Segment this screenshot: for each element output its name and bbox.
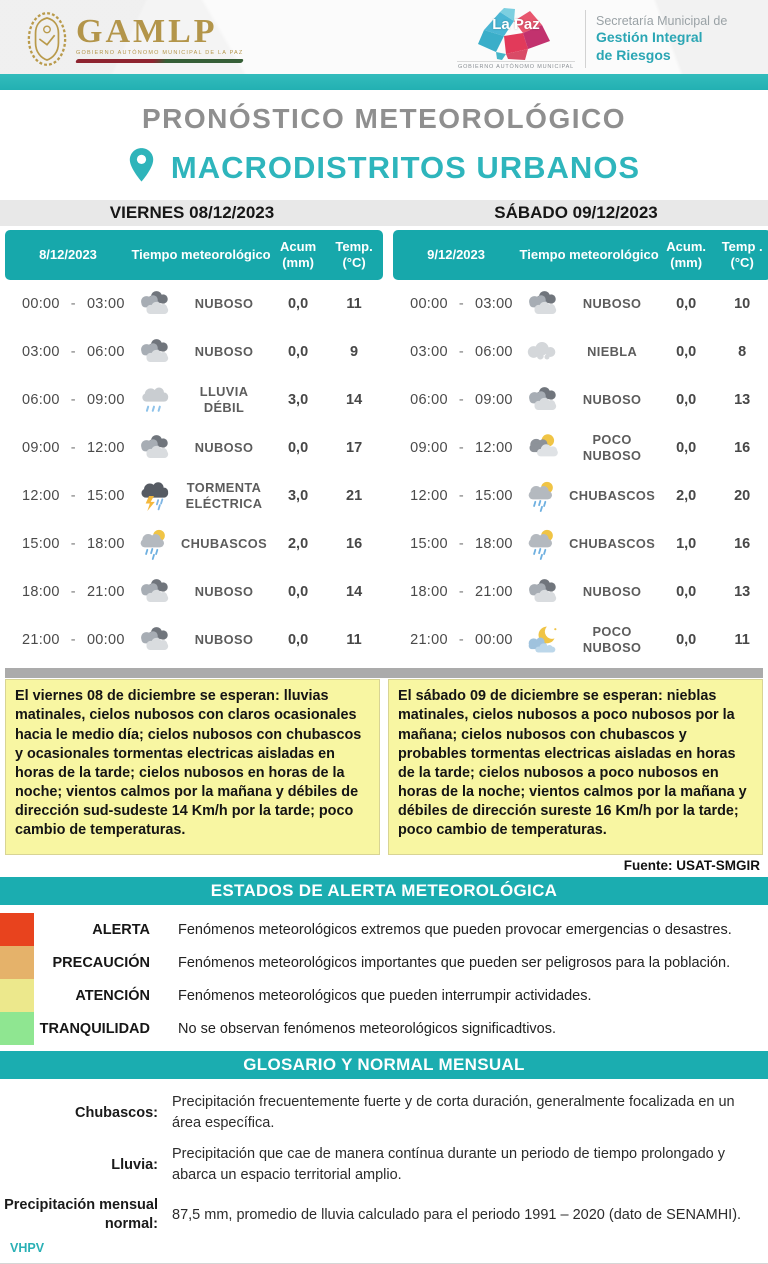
header-accent-bar xyxy=(0,74,768,90)
acum-value: 0,0 xyxy=(676,584,697,601)
column-acum: Acum (mm) xyxy=(280,239,317,271)
alerts-table xyxy=(0,907,768,1049)
time-range: 00:00 - 03:00 xyxy=(22,296,125,313)
acum-value: 2,0 xyxy=(287,536,309,553)
gamlp-ribbon xyxy=(75,59,244,63)
forecast-row xyxy=(393,520,768,568)
author-initials: VHPV xyxy=(10,1241,45,1255)
time-range: 12:00 - 15:00 xyxy=(22,488,125,505)
forecast-row xyxy=(393,616,768,664)
temp-value: 10 xyxy=(734,296,751,313)
alert-row xyxy=(0,946,763,979)
lapaz-wordmark: La Paz xyxy=(492,16,540,33)
forecast-row xyxy=(5,280,383,328)
clouds-icon xyxy=(519,575,565,609)
alert-label: TRANQUILIDAD xyxy=(39,1020,150,1037)
secretaria-line1: Secretaría Municipal de xyxy=(596,13,728,28)
acum-value: 0,0 xyxy=(676,392,697,409)
acum-value: 0,0 xyxy=(676,296,697,313)
moon-cloud-icon xyxy=(519,623,565,657)
glossary-term: Lluvia: xyxy=(111,1156,158,1173)
location-pin-icon xyxy=(128,147,155,188)
condition-label: NUBOSO xyxy=(194,344,254,360)
forecast-row xyxy=(5,520,383,568)
alert-row xyxy=(0,979,763,1012)
alert-color-swatch xyxy=(0,1012,34,1045)
condition-label: POCO NUBOSO xyxy=(582,432,642,464)
alerts-heading: ESTADOS DE ALERTA METEOROLÓGICA xyxy=(0,877,768,905)
condition-label: NUBOSO xyxy=(582,296,642,312)
condition-label: NIEBLA xyxy=(587,344,638,360)
lapaz-logo xyxy=(457,8,575,70)
temp-value: 16 xyxy=(734,440,751,457)
sun-cloud-icon xyxy=(519,431,565,465)
acum-value: 0,0 xyxy=(676,344,697,361)
alert-row xyxy=(0,913,763,946)
gamlp-crest-icon xyxy=(26,10,68,68)
secretaria-text xyxy=(596,14,750,65)
acum-value: 0,0 xyxy=(287,296,309,313)
condition-label: CHUBASCOS xyxy=(569,488,656,504)
forecast-row xyxy=(393,328,768,376)
summary-friday: El viernes 08 de diciembre se esperan: lluvias matinales, cielos nubosos con claros ocasionales hacia le medio día; cielos nubosos con chubascos y ocasionales tormentas electricas aisladas en horas de la tarde; cielos nubosos en horas de la noche; vientos calmos por la mañana y débiles de dirección sud-sudeste 14 Km/h por la tarde; poco cambio de temperaturas. xyxy=(5,679,380,855)
lapaz-subtitle: GOBIERNO AUTÓNOMO MUNICIPAL xyxy=(457,61,575,70)
clouds-icon xyxy=(519,383,565,417)
summaries xyxy=(0,678,768,855)
rain-icon xyxy=(131,383,177,417)
table-header-row xyxy=(393,230,768,280)
day-label-saturday: SÁBADO 09/12/2023 xyxy=(494,202,658,222)
forecast-row xyxy=(393,280,768,328)
page-subtitle: MACRODISTRITOS URBANOS xyxy=(170,149,641,185)
sun-rain-icon xyxy=(519,479,565,513)
temp-value: 21 xyxy=(346,488,363,505)
secretaria-line3: de Riesgos xyxy=(596,46,671,63)
glossary-table xyxy=(0,1081,768,1239)
sun-rain-icon xyxy=(131,527,177,561)
column-weather: Tiempo meteorológico xyxy=(131,247,271,263)
condition-label: LLUVIA DÉBIL xyxy=(199,384,249,416)
temp-value: 13 xyxy=(734,584,751,601)
temp-value: 11 xyxy=(734,632,750,649)
time-range: 03:00 - 06:00 xyxy=(22,344,125,361)
forecast-row xyxy=(5,472,383,520)
glossary-term: Precipitación mensual normal: xyxy=(4,1197,158,1233)
alert-label: PRECAUCIÓN xyxy=(52,954,150,971)
condition-label: TORMENTA ELÉCTRICA xyxy=(185,480,263,512)
temp-value: 9 xyxy=(350,344,359,361)
clouds-icon xyxy=(131,335,177,369)
acum-value: 0,0 xyxy=(287,584,309,601)
condition-label: CHUBASCOS xyxy=(569,536,656,552)
secretaria-line2: Gestión Integral xyxy=(596,29,703,46)
forecast-row xyxy=(5,568,383,616)
forecast-row xyxy=(5,424,383,472)
temp-value: 11 xyxy=(346,296,362,313)
time-range: 21:00 - 00:00 xyxy=(22,632,125,649)
time-range: 03:00 - 06:00 xyxy=(410,344,513,361)
glossary-definition: 87,5 mm, promedio de lluvia calculado para el periodo 1991 – 2020 (dato de SENAMHI). xyxy=(172,1206,742,1223)
column-weather: Tiempo meteorológico xyxy=(519,247,659,263)
time-range: 18:00 - 21:00 xyxy=(410,584,513,601)
condition-label: NUBOSO xyxy=(194,632,254,648)
forecast-row xyxy=(393,472,768,520)
gamlp-acronym: GAMLP xyxy=(76,13,218,51)
glossary-row xyxy=(0,1191,760,1239)
condition-label: CHUBASCOS xyxy=(181,536,268,552)
alert-color-swatch xyxy=(0,913,34,946)
temp-value: 14 xyxy=(346,584,363,601)
lapaz-logo-block xyxy=(457,4,750,74)
time-range: 06:00 - 09:00 xyxy=(22,392,125,409)
forecast-row xyxy=(393,424,768,472)
time-range: 00:00 - 03:00 xyxy=(410,296,513,313)
temp-value: 16 xyxy=(734,536,751,553)
acum-value: 1,0 xyxy=(676,536,697,553)
alert-description: Fenómenos meteorológicos que pueden interrumpir actividades. xyxy=(178,987,592,1004)
forecast-tables xyxy=(0,226,768,664)
temp-value: 20 xyxy=(734,488,751,505)
column-date: 9/12/2023 xyxy=(427,247,485,263)
clouds-icon xyxy=(131,287,177,321)
condition-label: NUBOSO xyxy=(582,584,642,600)
condition-label: NUBOSO xyxy=(194,584,254,600)
glossary-definition: Precipitación frecuentemente fuerte y de corta duración, generalmente focalizada en un área específica. xyxy=(172,1094,735,1132)
temp-value: 14 xyxy=(346,392,363,409)
clouds-icon xyxy=(131,575,177,609)
acum-value: 0,0 xyxy=(287,632,309,649)
time-range: 21:00 - 00:00 xyxy=(410,632,513,649)
separator-bar xyxy=(5,668,763,678)
table-header-row xyxy=(5,230,383,280)
acum-value: 3,0 xyxy=(287,488,309,505)
temp-value: 17 xyxy=(346,440,363,457)
alert-color-swatch xyxy=(0,946,34,979)
forecast-table-saturday xyxy=(393,230,768,664)
time-range: 06:00 - 09:00 xyxy=(410,392,513,409)
forecast-row xyxy=(393,568,768,616)
glossary-heading: GLOSARIO Y NORMAL MENSUAL xyxy=(0,1051,768,1079)
acum-value: 0,0 xyxy=(676,632,697,649)
condition-label: POCO NUBOSO xyxy=(582,624,642,656)
forecast-row xyxy=(5,376,383,424)
time-range: 12:00 - 15:00 xyxy=(410,488,513,505)
column-date: 8/12/2023 xyxy=(39,247,97,263)
clouds-icon xyxy=(131,623,177,657)
alert-description: Fenómenos meteorológicos extremos que pueden provocar emergencias o desastres. xyxy=(178,921,732,938)
column-acum: Acum. (mm) xyxy=(666,239,707,271)
summary-saturday: El sábado 09 de diciembre se esperan: nieblas matinales, cielos nubosos a poco nubosos por la mañana; cielos nubosos con chubascos y probables tormentas electricas aisladas en horas de la tarde; cielos nubosos a poco nubosos en horas de la noche; vientos calmos por la mañana y débiles de dirección sureste 16 Km/h por la tarde; poco cambio de temperaturas. xyxy=(388,679,763,855)
alert-label: ALERTA xyxy=(92,921,150,938)
temp-value: 16 xyxy=(346,536,363,553)
temp-value: 8 xyxy=(738,344,747,361)
acum-value: 0,0 xyxy=(676,440,697,457)
condition-label: NUBOSO xyxy=(194,440,254,456)
alert-description: Fenómenos meteorológicos importantes que pueden ser peligrosos para la población. xyxy=(178,954,731,971)
time-range: 09:00 - 12:00 xyxy=(410,440,513,457)
fog-icon xyxy=(519,335,565,369)
storm-icon xyxy=(131,479,177,513)
lapaz-map-icon xyxy=(468,8,564,60)
acum-value: 0,0 xyxy=(287,440,309,457)
temp-value: 11 xyxy=(346,632,362,649)
gamlp-logo xyxy=(26,10,243,68)
alert-color-swatch xyxy=(0,979,34,1012)
forecast-row xyxy=(5,328,383,376)
column-temp: Temp. (°C) xyxy=(335,239,373,271)
glossary-row xyxy=(0,1087,760,1139)
condition-label: NUBOSO xyxy=(582,392,642,408)
gamlp-subtitle: GOBIERNO AUTÓNOMO MUNICIPAL DE LA PAZ xyxy=(76,50,244,57)
page-title: PRONÓSTICO METEOROLÓGICO xyxy=(141,102,626,134)
alert-row xyxy=(0,1012,763,1045)
day-labels-row xyxy=(0,200,768,227)
glossary-term: Chubascos: xyxy=(75,1104,158,1121)
day-label-friday: VIERNES 08/12/2023 xyxy=(109,202,275,222)
header xyxy=(0,0,768,74)
column-temp: Temp . (°C) xyxy=(721,239,763,271)
alert-description: No se observan fenómenos meteorológicos significadtivos. xyxy=(178,1020,557,1037)
clouds-icon xyxy=(131,431,177,465)
condition-label: NUBOSO xyxy=(194,296,254,312)
sun-rain-icon xyxy=(519,527,565,561)
clouds-icon xyxy=(519,287,565,321)
acum-value: 0,0 xyxy=(287,344,309,361)
acum-value: 3,0 xyxy=(287,392,309,409)
forecast-row xyxy=(393,376,768,424)
forecast-row xyxy=(5,616,383,664)
time-range: 09:00 - 12:00 xyxy=(22,440,125,457)
temp-value: 13 xyxy=(734,392,751,409)
gamlp-wordmark xyxy=(76,15,243,63)
acum-value: 2,0 xyxy=(676,488,697,505)
header-divider xyxy=(585,10,586,68)
forecast-table-friday xyxy=(5,230,383,664)
time-range: 15:00 - 18:00 xyxy=(410,536,513,553)
alert-label: ATENCIÓN xyxy=(75,987,150,1004)
source-note: Fuente: USAT-SMGIR xyxy=(623,858,760,874)
time-range: 18:00 - 21:00 xyxy=(22,584,125,601)
time-range: 15:00 - 18:00 xyxy=(22,536,125,553)
glossary-row xyxy=(0,1139,760,1191)
glossary-definition: Precipitación que cae de manera contínua durante un periodo de tiempo prolongado y abarca un espacio territorial amplio. xyxy=(172,1146,725,1184)
